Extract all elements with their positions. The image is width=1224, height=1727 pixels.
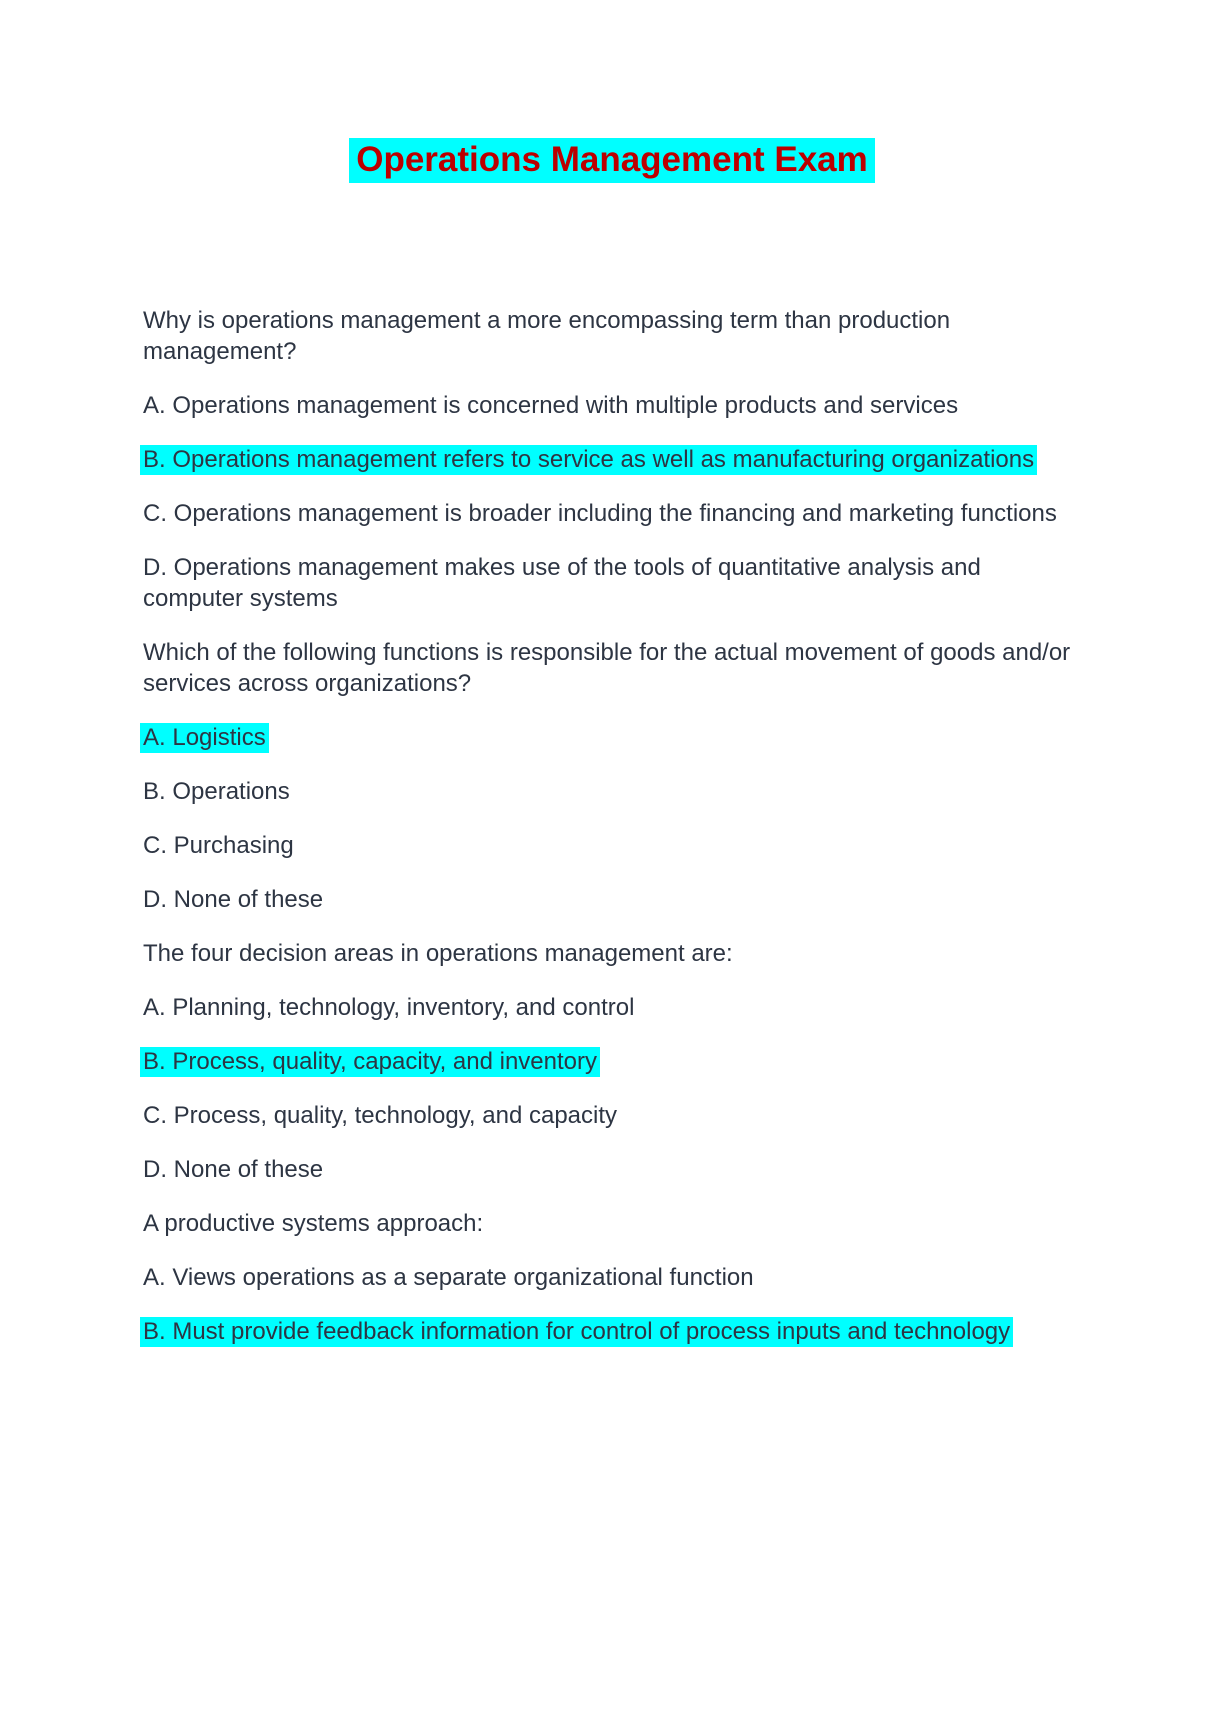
question-2-option-c: C. Purchasing <box>143 832 294 859</box>
page-title <box>0 140 1224 179</box>
question-1-option-b <box>143 444 1079 475</box>
question-3-prompt: The four decision areas in operations management are: <box>143 940 733 967</box>
question-1-option-c: C. Operations management is broader including the financing and marketing functions <box>143 500 1057 527</box>
question-1-option-d: D. Operations management makes use of the tools of quantitative analysis and computer systems <box>143 554 981 612</box>
question-3-option-d: D. None of these <box>143 1156 324 1183</box>
page-title-highlight: Operations Management Exam <box>349 138 875 183</box>
exam-body <box>143 305 1079 1347</box>
correct-answer-highlight: B. Operations management refers to service as well as manufacturing organizations <box>140 445 1037 475</box>
correct-answer-highlight: B. Must provide feedback information for control of process inputs and technology <box>140 1317 1013 1347</box>
question-2-option-a <box>143 722 1079 753</box>
question-2-option-d: D. None of these <box>143 886 324 913</box>
correct-answer-highlight: B. Process, quality, capacity, and inventory <box>140 1047 600 1077</box>
question-2-option-b: B. Operations <box>143 778 290 805</box>
correct-answer-highlight: A. Logistics <box>140 723 269 753</box>
question-4-option-b <box>143 1316 1079 1347</box>
question-3-option-a: A. Planning, technology, inventory, and control <box>143 994 635 1021</box>
question-2-prompt: Which of the following functions is responsible for the actual movement of goods and/or services across organizations? <box>143 639 1071 697</box>
question-1-prompt: Why is operations management a more encompassing term than production management? <box>143 307 951 365</box>
question-4-option-a: A. Views operations as a separate organizational function <box>143 1264 754 1291</box>
question-1-option-a: A. Operations management is concerned with multiple products and services <box>143 392 959 419</box>
question-4-prompt: A productive systems approach: <box>143 1210 484 1237</box>
question-3-option-b <box>143 1046 1079 1077</box>
question-3-option-c: C. Process, quality, technology, and capacity <box>143 1102 618 1129</box>
